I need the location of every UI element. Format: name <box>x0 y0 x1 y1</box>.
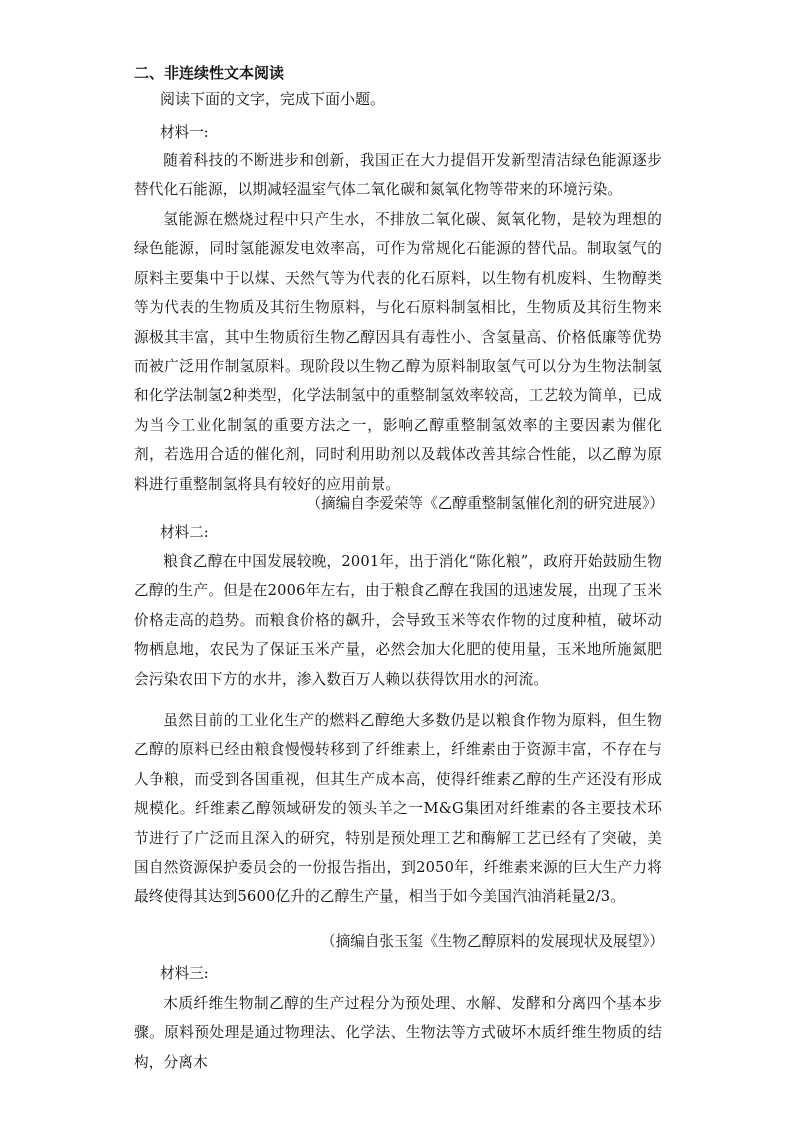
section-title: 二、非连续性文本阅读 <box>134 64 285 82</box>
material2-paragraph-2: 虽然目前的工业化生产的燃料乙醇绝大多数仍是以粮食作物为原料，但生物乙醇的原料已经由粮食慢慢转移到了纤维素上，纤维素由于资源丰富，不存在与人争粮，而受到各国重视，但其生产成本高，使得纤维素乙醇的生产还没有形成规模化。纤维素乙醇领域研发的领头羊之一M&G集团对纤维素的各主要技术环节进行了广泛而且深入的研究，特别是预处理工艺和酶解工艺已经有了突破，美国自然资源保护委员会的一份报告指出，到2050年，纤维素来源的巨大生产力将最终使得其达到5600亿升的乙醇生产量，相当于如今美国汽油消耗量2/3。 <box>134 712 662 906</box>
material1-paragraph-1: 随着科技的不断进步和创新，我国正在大力提倡开发新型清洁绿色能源逐步替代化石能源，以期减轻温室气体二氧化碳和氮氧化物等带来的环境污染。 <box>134 152 662 199</box>
material2-paragraph-1: 粮食乙醇在中国发展较晚，2001年，出于消化“陈化粮”，政府开始鼓励生物乙醇的生产。但是在2006年左右，由于粮食乙醇在我国的迅速发展，出现了玉米价格走高的趋势。而粮食价格的飙升，会导致玉米等农作物的过度种植，破坏动物栖息地，农民为了保证玉米产量，必然会加大化肥的使用量，玉米地所施氮肥会污染农田下方的水井，渗入数百万人赖以获得饮用水的河流。 <box>134 553 662 688</box>
material2-source: （摘编自张玉玺《生物乙醇原料的发展现状及展望》） <box>321 933 664 950</box>
material3-paragraph-1: 木质纤维生物制乙醇的生产过程分为预处理、水解、发酵和分离四个基本步骤。原料预处理是通过物理法、化学法、生物法等方式破坏木质纤维生物质的结构，分离木 <box>134 995 662 1071</box>
material2-label: 材料二: <box>160 524 209 541</box>
material1-label: 材料一: <box>160 124 209 141</box>
material1-paragraph-2: 氢能源在燃烧过程中只产生水，不排放二氧化碳、氮氧化物，是较为理想的绿色能源，同时氢能源发电效率高，可作为常规化石能源的替代品。制取氢气的原料主要集中于以煤、天然气等为代表的化石原料，以生物有机废料、生物醇类等为代表的生物质及其衍生物原料，与化石原料制氢相比，生物质及其衍生物来源极其丰富，其中生物质衍生物乙醇因具有毒性小、含氢量高、价格低廉等优势而被广泛用作制氢原料。现阶段以生物乙醇为原料制取氢气可以分为生物法制氢和化学法制氢2种类型，化学法制氢中的重整制氢效率较高，工艺较为简单，已成为当今工业化制氢的重要方法之一，影响乙醇重整制氢效率的主要因素为催化剂，若选用合适的催化剂，同时利用助剂以及载体改善其综合性能，以乙醇为原料进行重整制氢将具有较好的应用前景。 <box>134 211 662 493</box>
material3-label: 材料三: <box>160 965 209 982</box>
instruction-text: 阅读下面的文字，完成下面小题。 <box>160 90 386 108</box>
material1-source: （摘编自李爱荣等《乙醇重整制氢催化剂的研究进展》） <box>306 495 664 512</box>
